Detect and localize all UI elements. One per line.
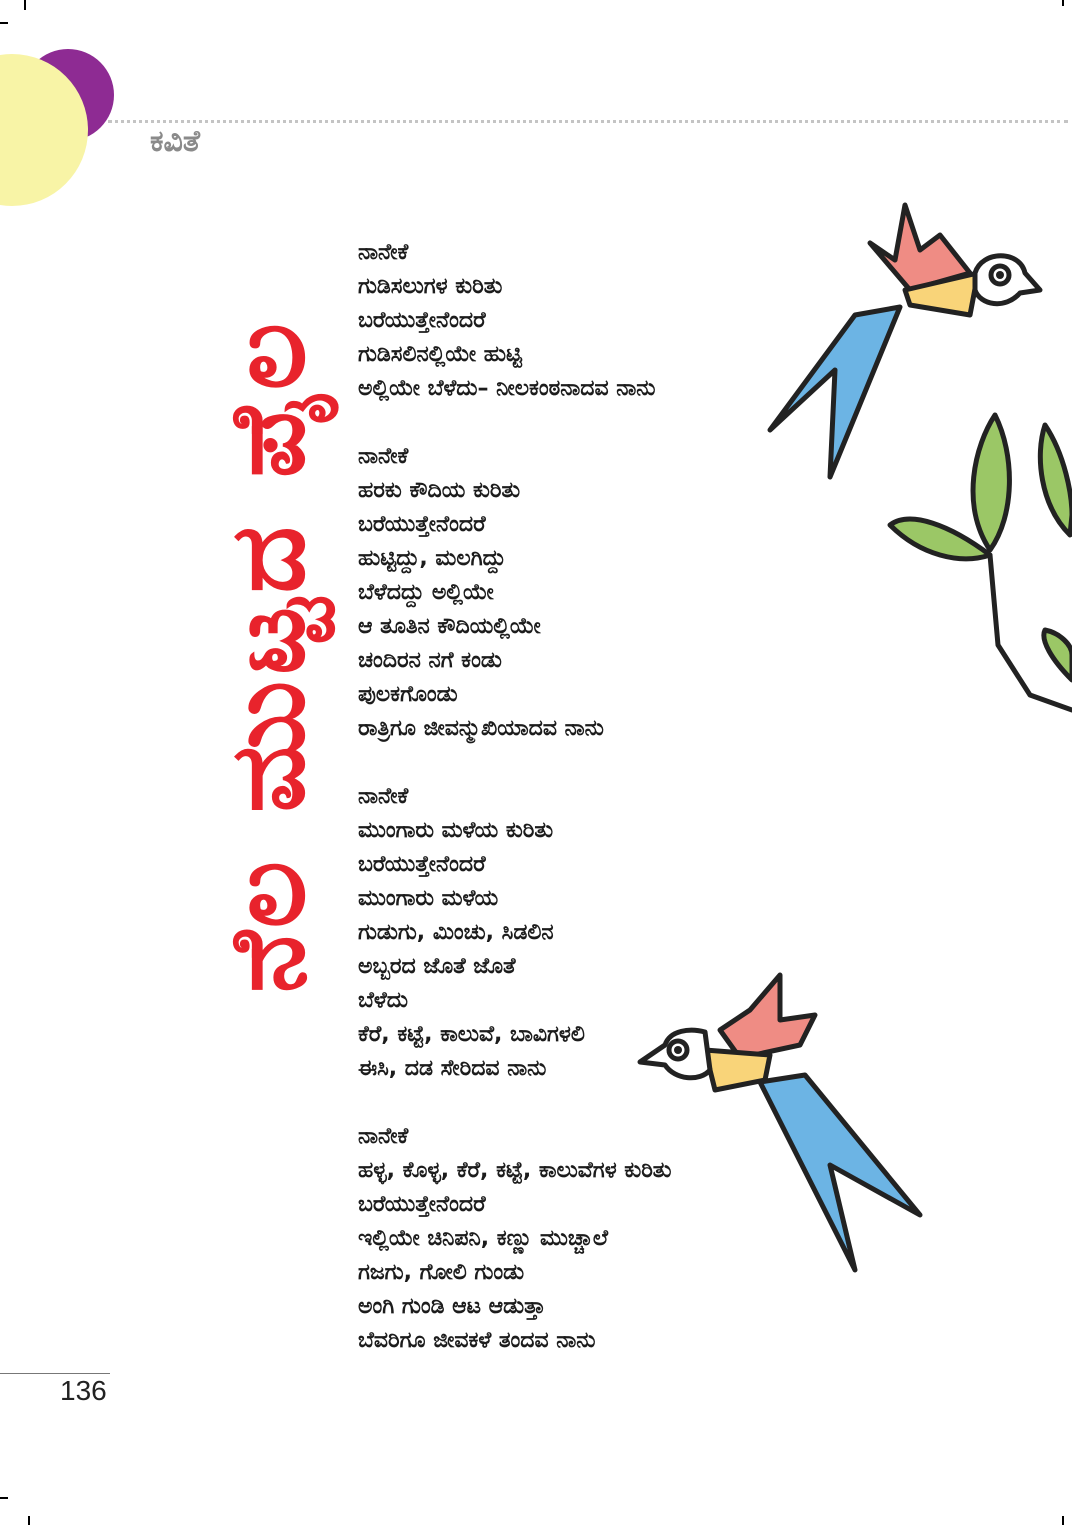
bird-bottom-pupil	[674, 1046, 682, 1054]
poem-line: ಗಜಗು, ಗೋಲಿ ಗುಂಡು	[358, 1260, 525, 1285]
stanza-1	[358, 236, 778, 406]
poem-line: ಬೆಳೆದು	[358, 988, 408, 1013]
poem-line: ಬೆಳೆದದ್ದು ಅಲ್ಲಿಯೇ	[358, 580, 494, 605]
poem-line: ಹುಟ್ಟಿದ್ದು, ಮಲಗಿದ್ದು	[358, 546, 506, 571]
poem-line: ಗುಡಿಸಲಿನಲ್ಲಿಯೇ ಹುಟ್ಟಿ	[358, 342, 522, 367]
leaf	[890, 519, 990, 559]
page-number: 136	[60, 1375, 107, 1406]
crop-mark-bottom-left	[28, 1516, 30, 1525]
crop-mark-bottom-right	[1062, 1516, 1064, 1525]
poem-line: ನಾನೇಕೆ	[358, 784, 409, 809]
poem-line: ಬರೆಯುತ್ತೇನೆಂದರೆ	[358, 512, 486, 537]
poem-line: ಹರಕು ಕೌದಿಯ ಕುರಿತು	[358, 478, 521, 503]
poem-line: ಆ ತೂತಿನ ಕೌದಿಯಲ್ಲಿಯೇ	[358, 614, 541, 639]
leaf	[1044, 630, 1072, 680]
poem-line: ನಾನೇಕೆ	[358, 1124, 409, 1149]
poem-line: ಮುಂಗಾರು ಮಳೆಯ ಕುರಿತು	[358, 818, 554, 843]
poem-line: ರಾತ್ರಿಗೂ ಜೀವನ್ಮುಖಿಯಾದವ ನಾನು	[358, 716, 604, 741]
poem-line: ಪುಲಕಗೊಂಡು	[358, 682, 458, 707]
poem-line: ಕೆರೆ, ಕಟ್ಟೆ, ಕಾಲುವೆ, ಬಾವಿಗಳಲಿ	[358, 1022, 585, 1047]
poem-line: ಬೆವರಿಗೂ ಜೀವಕಳೆ ತಂದವ ನಾನು	[358, 1328, 596, 1353]
poem-line: ಇಲ್ಲಿಯೇ ಚಿನಿಪನಿ, ಕಣ್ಣು ಮುಚ್ಚಾಲೆ	[358, 1226, 609, 1251]
poem-line: ಅಲ್ಲಿಯೇ ಬೆಳೆದು– ನೀಲಕಂಠನಾದವ ನಾನು	[358, 376, 656, 401]
poem-line: ಚಂದಿರನ ನಗೆ ಕಂಡು	[358, 648, 502, 673]
section-label: ಕವಿತೆ	[150, 124, 200, 159]
poem-line: ನಾನೇಕೆ	[358, 444, 409, 469]
poem-title-wrapper	[195, 250, 340, 1060]
poem-title: ನೆಲ ಮುಟ್ಟದ ಪೈಲ	[206, 316, 328, 994]
poem-line: ಈಸಿ, ದಡ ಸೇರಿದವ ನಾನು	[358, 1056, 547, 1081]
poem-line: ನಾನೇಕೆ	[358, 240, 409, 265]
crop-mark-left-bottom	[0, 1497, 8, 1499]
bird-bottom-wing	[720, 975, 815, 1058]
crop-mark-top-right	[1062, 0, 1064, 6]
leaf	[1040, 425, 1072, 535]
page-number-rule	[0, 1373, 110, 1374]
poem-line: ಮುಂಗಾರು ಮಳೆಯ	[358, 886, 499, 911]
bird-bottom-tail	[760, 1075, 920, 1270]
branch-stem	[990, 555, 1072, 710]
header-dotted-rule	[108, 120, 1068, 123]
leaf	[973, 415, 1009, 550]
bird-top-pupil	[996, 271, 1004, 279]
poem-line: ಗುಡುಗು, ಮಿಂಚು, ಸಿಡಲಿನ	[358, 920, 554, 945]
poem-line: ಗುಡಿಸಲುಗಳ ಕುರಿತು	[358, 274, 503, 299]
poem-line: ಅಂಗಿ ಗುಂಡಿ ಆಟ ಆಡುತ್ತಾ	[358, 1294, 546, 1319]
poem-line: ಹಳ್ಳ, ಕೊಳ್ಳ, ಕೆರೆ, ಕಟ್ಟೆ, ಕಾಲುವೆಗಳ ಕುರಿತು	[358, 1158, 672, 1183]
leaf-branch-illustration	[880, 405, 1072, 715]
bird-illustration-bottom	[630, 970, 930, 1280]
poem-line: ಅಬ್ಬರದ ಜೊತೆ ಜೊತೆ	[358, 954, 516, 979]
header-circles-decoration	[0, 0, 140, 220]
poem-line: ಬರೆಯುತ್ತೇನೆಂದರೆ	[358, 852, 486, 877]
poem-line: ಬರೆಯುತ್ತೇನೆಂದರೆ	[358, 1192, 486, 1217]
poem-line: ಬರೆಯುತ್ತೇನೆಂದರೆ	[358, 308, 486, 333]
stanza-2	[358, 440, 778, 746]
